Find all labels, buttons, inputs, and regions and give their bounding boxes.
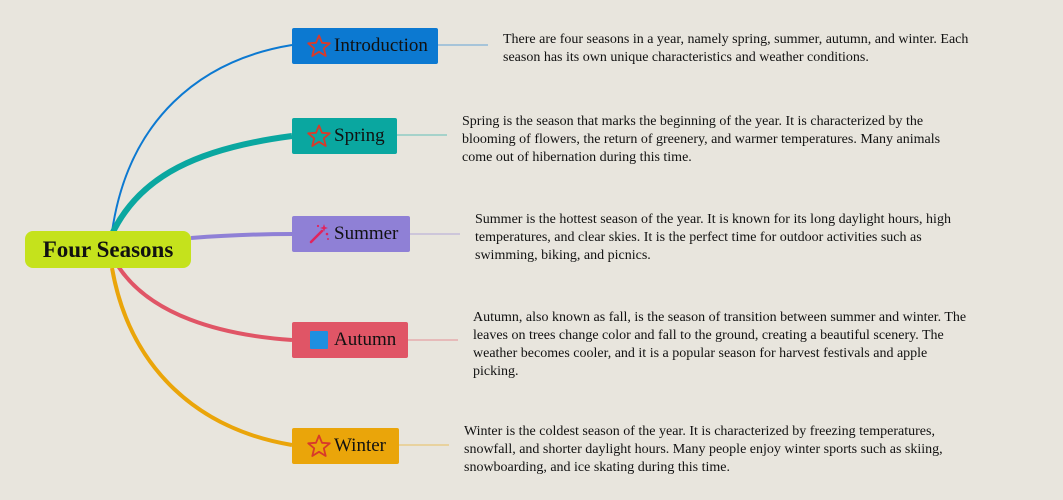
topic-label: Spring bbox=[334, 125, 385, 146]
topic-summer[interactable] bbox=[292, 216, 410, 252]
topic-label: Autumn bbox=[334, 329, 397, 350]
blue-square-icon bbox=[306, 327, 332, 353]
branch-spring bbox=[112, 136, 292, 234]
topic-label: Summer bbox=[334, 223, 399, 244]
branch-autumn bbox=[118, 266, 292, 340]
topic-introduction[interactable] bbox=[292, 28, 438, 64]
star-icon bbox=[306, 33, 332, 59]
description-introduction: There are four seasons in a year, namely spring, summer, autumn, and winter. Each season has its own unique characteristics and weather conditions. bbox=[503, 32, 969, 65]
root-node[interactable] bbox=[25, 231, 191, 268]
root-title: Four Seasons bbox=[42, 236, 174, 262]
description-summer: Summer is the hottest season of the year. It is known for its long daylight hours, high temperatures, and clear skies. It is the perfect time for outdoor activities such as swimming, biking, and picnics. bbox=[475, 212, 951, 263]
topic-label: Winter bbox=[334, 435, 386, 456]
topic-winter[interactable] bbox=[292, 428, 399, 464]
sparkle-wand-icon bbox=[306, 221, 332, 247]
branch-summer bbox=[191, 234, 292, 238]
star-icon bbox=[306, 123, 332, 149]
description-winter: Winter is the coldest season of the year. It is characterized by freezing temperatures, snowfall, and shorter daylight hours. Many people enjoy winter sports such as skiing, snowboarding, and ice skating during this time. bbox=[464, 424, 943, 475]
topic-spring[interactable] bbox=[292, 118, 397, 154]
topic-autumn[interactable] bbox=[292, 322, 408, 358]
topic-label: Introduction bbox=[334, 35, 428, 56]
star-icon bbox=[306, 433, 332, 459]
branch-winter bbox=[112, 268, 292, 445]
description-autumn: Autumn, also known as fall, is the season of transition between summer and winter. The leaves on trees change color and fall to the ground, creating a beautiful scenery. The weather becomes cooler, and it is a popular season for harvest festivals and apple picking. bbox=[473, 310, 967, 379]
description-spring: Spring is the season that marks the beginning of the year. It is characterized by the blooming of flowers, the return of greenery, and warmer temperatures. Many animals come out of hibernation during this time. bbox=[462, 114, 941, 165]
